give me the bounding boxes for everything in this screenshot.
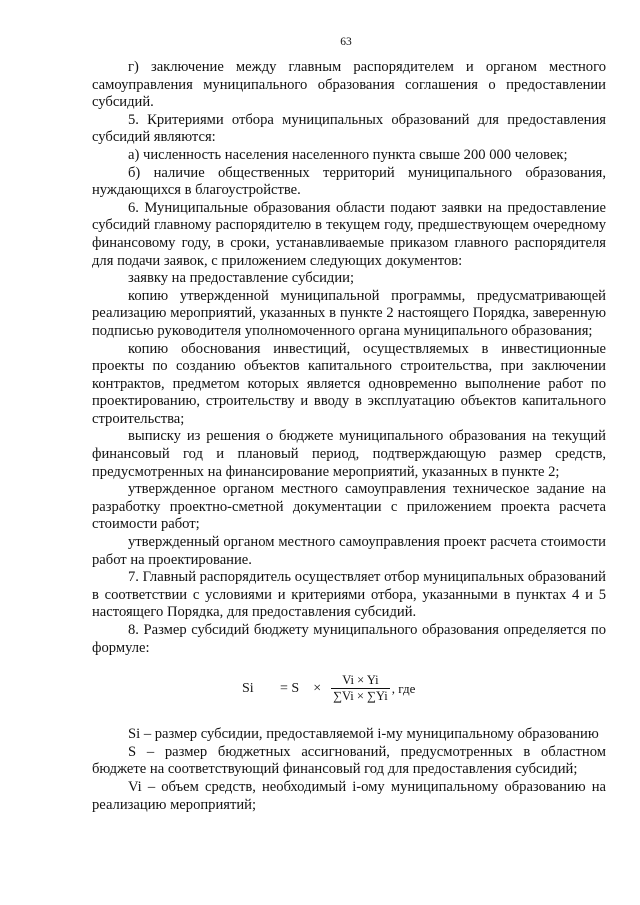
subsidy-formula	[92, 673, 606, 704]
paragraph-5b: б) наличие общественных территорий муниципального образования, нуждающихся в благоустройстве.	[92, 164, 606, 199]
page-number: 63	[340, 36, 352, 48]
definition-vi: Vi – объем средств, необходимый i-ому муниципальному образованию на реализацию мероприятий;	[92, 778, 606, 813]
paragraph-5: 5. Критериями отбора муниципальных образований для предоставления субсидий являются:	[92, 111, 606, 146]
paragraph-7: 7. Главный распорядитель осуществляет отбор муниципальных образований в соответствии с условиями и критериями отбора, указанными в пунктах 4 и 5 настоящего Порядка, для предоставления субсидий.	[92, 569, 606, 621]
body-text	[92, 59, 606, 814]
paragraph-g: г) заключение между главным распорядителем и органом местного самоуправления муниципального образования соглашения о предоставлении субсидий.	[92, 59, 606, 111]
formula-lhs: Si	[242, 680, 254, 696]
definition-si: Si – размер субсидии, предоставляемой i-му муниципальному образованию	[128, 726, 599, 743]
formula-tail: , где	[391, 680, 416, 696]
paragraph-5a: а) численность населения населенного пункта свыше 200 000 человек;	[128, 146, 568, 163]
definition-s: S – размер бюджетных ассигнований, предусмотренных в областном бюджете на соответствующий финансовый год для предоставления субсидий;	[92, 743, 606, 778]
paragraph-budget-extract: выписку из решения о бюджете муниципального образования на текущий финансовый год и плановый период, подтверждающую размер средств, предусмотренных на финансирование мероприятий, указанных в пункте 2;	[92, 428, 606, 480]
paragraph-cost-estimate: утвержденный органом местного самоуправления проект расчета стоимости работ на проектирование.	[92, 534, 606, 568]
paragraph-investment-copy: копию обоснования инвестиций, осуществляемых в инвестиционные проекты по созданию объектов капитального строительства, при заключении контрактов, предметом которых является одновременно выполнение работ по проектированию, строительству и вводу в эксплуатацию объектов капитального строительства;	[92, 340, 606, 427]
formula-denominator: ∑Vi × ∑Yi	[333, 689, 388, 704]
paragraph-technical-task: утвержденное органом местного самоуправления техническое задание на разработку проектно-сметной документации с приложением проекта расчета стоимости работ;	[92, 481, 606, 533]
paragraph-application: заявку на предоставление субсидии;	[128, 270, 355, 287]
paragraph-program-copy: копию утвержденной муниципальной программы, предусматривающей реализацию мероприятий, указанных в пункте 2 настоящего Порядка, заверенную подписью руководителя уполномоченного органа муниципального образования;	[92, 287, 606, 339]
formula-equals: = S	[280, 680, 300, 696]
paragraph-8: 8. Размер субсидий бюджету муниципального образования определяется по формуле:	[92, 622, 606, 656]
formula-numerator: Vi × Yi	[342, 673, 379, 688]
paragraph-6: 6. Муниципальные образования области подают заявки на предоставление субсидий главному распорядителю в текущем году, предшествующем очередному финансовому году, в сроки, устанавливаемые приказом главного распорядителя для подачи заявок, с приложением следующих документов:	[92, 199, 606, 269]
formula-fraction	[331, 673, 390, 704]
formula-times: ×	[313, 680, 322, 696]
